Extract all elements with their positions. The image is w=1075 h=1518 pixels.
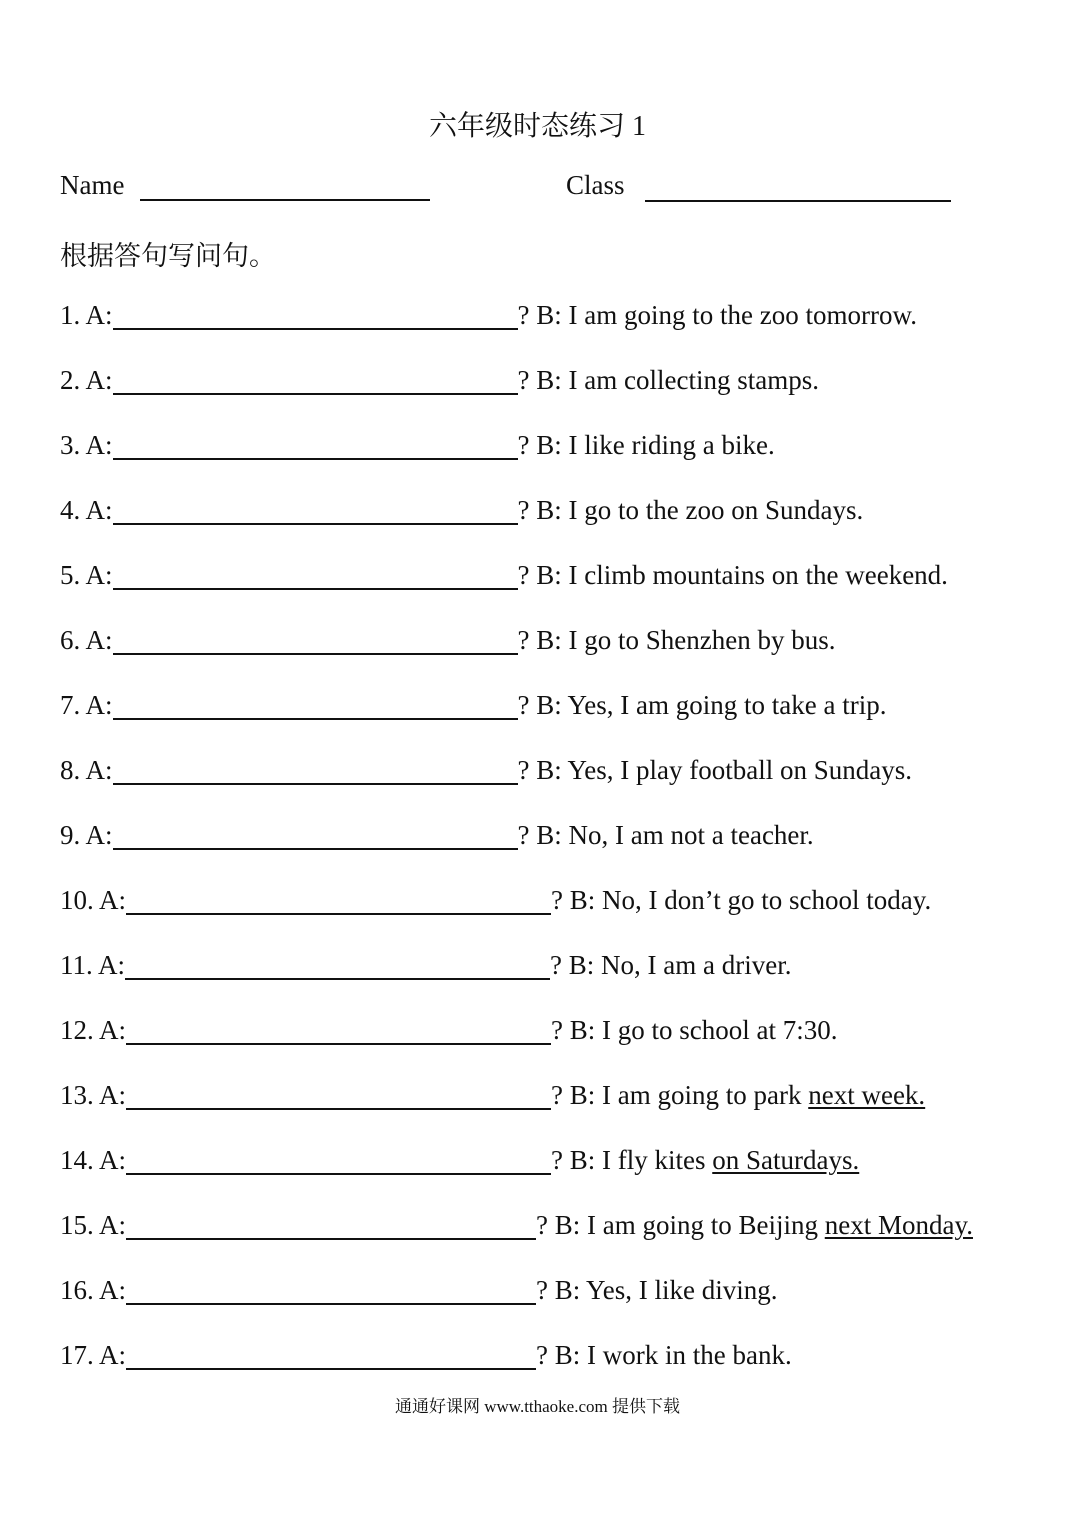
- b-answer: I am going to park: [595, 1080, 809, 1110]
- answer-blank[interactable]: [113, 625, 518, 655]
- question-number: 16. A:: [60, 1275, 127, 1305]
- b-answer: I am collecting stamps.: [561, 365, 819, 395]
- class-label: Class: [566, 170, 625, 200]
- b-answer: I go to the zoo on Sundays.: [561, 495, 864, 525]
- question-mark-b: ? B:: [551, 1145, 596, 1175]
- question-number: 10. A:: [60, 885, 127, 915]
- b-answer-underlined: next Monday.: [824, 1210, 973, 1240]
- b-answer: I fly kites: [595, 1145, 713, 1175]
- question-item: [60, 625, 1050, 690]
- class-blank[interactable]: [645, 172, 951, 202]
- question-number: 8. A:: [60, 755, 113, 785]
- answer-blank[interactable]: [126, 885, 551, 915]
- question-item: [60, 950, 1050, 1015]
- question-number: 4. A:: [60, 495, 113, 525]
- question-mark-b: ? B:: [551, 1015, 596, 1045]
- question-number: 5. A:: [60, 560, 113, 590]
- answer-blank[interactable]: [126, 1080, 551, 1110]
- question-number: 3. A:: [60, 430, 113, 460]
- page-title: 六年级时态练习 1: [428, 111, 646, 142]
- question-mark-b: ? B:: [550, 950, 595, 980]
- answer-blank[interactable]: [113, 495, 518, 525]
- question-number: 13. A:: [60, 1080, 127, 1110]
- footer-credit: 通通好课网 www.tthaoke.com 提供下载: [394, 1397, 681, 1416]
- question-mark-b: ? B:: [517, 300, 562, 330]
- question-mark-b: ? B:: [517, 495, 562, 525]
- question-item: [60, 495, 1050, 560]
- b-answer-underlined: next week.: [808, 1080, 926, 1110]
- answer-blank[interactable]: [126, 1275, 536, 1305]
- answer-blank[interactable]: [113, 690, 518, 720]
- question-item: [60, 1080, 1050, 1145]
- question-mark-b: ? B:: [517, 560, 562, 590]
- question-mark-b: ? B:: [517, 820, 562, 850]
- b-answer: No, I am a driver.: [594, 950, 792, 980]
- question-mark-b: ? B:: [517, 690, 562, 720]
- question-item: [60, 1015, 1050, 1080]
- answer-blank[interactable]: [126, 1340, 536, 1370]
- b-answer-underlined: on Saturdays.: [712, 1145, 860, 1175]
- question-list: [60, 300, 1050, 1405]
- b-answer: Yes, I play football on Sundays.: [561, 755, 913, 785]
- question-mark-b: ? B:: [536, 1340, 581, 1370]
- b-answer: I work in the bank.: [580, 1340, 792, 1370]
- question-mark-b: ? B:: [517, 430, 562, 460]
- question-number: 14. A:: [60, 1145, 127, 1175]
- name-label: Name: [60, 170, 125, 200]
- answer-blank[interactable]: [113, 300, 518, 330]
- question-number: 17. A:: [60, 1340, 127, 1370]
- answer-blank[interactable]: [125, 950, 550, 980]
- question-item: [60, 430, 1050, 495]
- answer-blank[interactable]: [126, 1210, 536, 1240]
- question-item: [60, 755, 1050, 820]
- question-number: 11. A:: [60, 950, 126, 980]
- question-item: [60, 560, 1050, 625]
- question-mark-b: ? B:: [551, 885, 596, 915]
- question-number: 12. A:: [60, 1015, 127, 1045]
- b-answer: I like riding a bike.: [561, 430, 775, 460]
- question-item: [60, 1145, 1050, 1210]
- question-item: [60, 820, 1050, 885]
- question-mark-b: ? B:: [551, 1080, 596, 1110]
- b-answer: Yes, I am going to take a trip.: [561, 690, 887, 720]
- b-answer: I climb mountains on the weekend.: [561, 560, 948, 590]
- question-mark-b: ? B:: [517, 365, 562, 395]
- answer-blank[interactable]: [113, 755, 518, 785]
- question-item: [60, 300, 1050, 365]
- b-answer: Yes, I like diving.: [580, 1275, 778, 1305]
- name-class-row: [60, 170, 1020, 201]
- b-answer: I go to Shenzhen by bus.: [561, 625, 836, 655]
- question-mark-b: ? B:: [536, 1275, 581, 1305]
- b-answer: I am going to Beijing: [580, 1210, 825, 1240]
- question-mark-b: ? B:: [517, 755, 562, 785]
- answer-blank[interactable]: [113, 365, 518, 395]
- question-item: [60, 1210, 1050, 1275]
- question-number: 1. A:: [60, 300, 113, 330]
- answer-blank[interactable]: [126, 1015, 551, 1045]
- b-answer: I go to school at 7:30.: [595, 1015, 838, 1045]
- answer-blank[interactable]: [126, 1145, 551, 1175]
- question-number: 6. A:: [60, 625, 113, 655]
- question-item: [60, 1275, 1050, 1340]
- question-item: [60, 885, 1050, 950]
- question-number: 7. A:: [60, 690, 113, 720]
- answer-blank[interactable]: [113, 430, 518, 460]
- b-answer: No, I am not a teacher.: [561, 820, 814, 850]
- b-answer: I am going to the zoo tomorrow.: [561, 300, 917, 330]
- question-item: [60, 690, 1050, 755]
- question-number: 15. A:: [60, 1210, 127, 1240]
- name-blank[interactable]: [140, 171, 430, 201]
- answer-blank[interactable]: [113, 820, 518, 850]
- instruction: 根据答句写问句。: [60, 241, 276, 271]
- answer-blank[interactable]: [113, 560, 518, 590]
- question-item: [60, 365, 1050, 430]
- question-number: 2. A:: [60, 365, 113, 395]
- question-mark-b: ? B:: [536, 1210, 581, 1240]
- question-mark-b: ? B:: [517, 625, 562, 655]
- b-answer: No, I don’t go to school today.: [595, 885, 932, 915]
- question-number: 9. A:: [60, 820, 113, 850]
